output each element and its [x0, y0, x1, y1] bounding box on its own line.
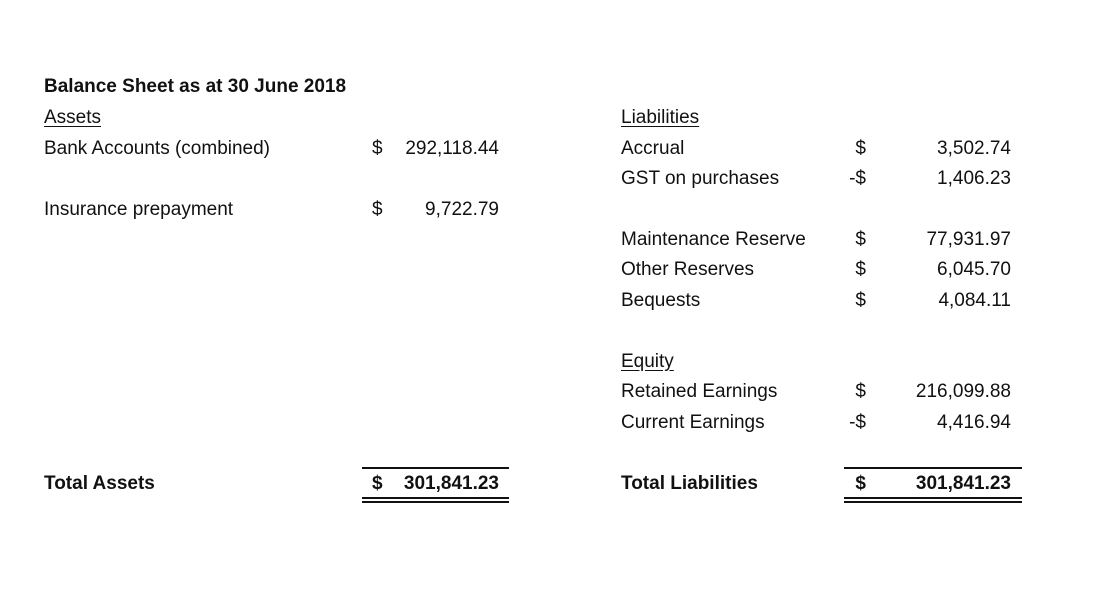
- liability-currency-accrual: $: [855, 138, 866, 159]
- liability-amount-other-reserves: 6,045.70: [937, 259, 1011, 280]
- total-liabilities-label: Total Liabilities: [621, 473, 758, 494]
- asset-currency-bank-accounts: $: [372, 138, 383, 159]
- liability-currency-maintenance-reserve: $: [855, 229, 866, 250]
- equity-amount-current-earnings: 4,416.94: [937, 412, 1011, 433]
- equity-currency-retained-earnings: $: [855, 381, 866, 402]
- equity-label-retained-earnings: Retained Earnings: [621, 381, 778, 402]
- liabilities-heading: Liabilities: [621, 107, 700, 128]
- liability-label-accrual: Accrual: [621, 138, 685, 159]
- total-liabilities-amount: 301,841.23: [915, 473, 1011, 494]
- total-assets-currency: $: [372, 473, 383, 494]
- liability-amount-maintenance-reserve: 77,931.97: [926, 229, 1011, 250]
- liability-label-maintenance-reserve: Maintenance Reserve: [621, 229, 806, 250]
- liability-currency-bequests: $: [855, 290, 866, 311]
- assets-heading: Assets: [44, 107, 102, 128]
- assets-total-double-rule-1: [362, 497, 509, 499]
- asset-amount-insurance-prepayment: 9,722.79: [425, 199, 499, 220]
- equity-heading: Equity: [621, 351, 674, 372]
- asset-currency-insurance-prepayment: $: [372, 199, 383, 220]
- equity-label-current-earnings: Current Earnings: [621, 412, 765, 433]
- liability-amount-accrual: 3,502.74: [937, 138, 1011, 159]
- total-liabilities-currency: $: [855, 473, 866, 494]
- total-assets-label: Total Assets: [44, 473, 155, 494]
- liability-label-other-reserves: Other Reserves: [621, 259, 755, 280]
- liability-currency-other-reserves: $: [855, 259, 866, 280]
- liability-amount-gst-on-purchases: 1,406.23: [937, 168, 1011, 189]
- asset-label-insurance-prepayment: Insurance prepayment: [44, 199, 234, 220]
- equity-amount-retained-earnings: 216,099.88: [915, 381, 1011, 402]
- page-title: Balance Sheet as at 30 June 2018: [44, 76, 347, 97]
- liability-currency-gst-on-purchases: -$: [849, 168, 866, 189]
- equity-currency-current-earnings: -$: [849, 412, 866, 433]
- liability-amount-bequests: 4,084.11: [938, 290, 1011, 311]
- liability-label-bequests: Bequests: [621, 290, 701, 311]
- liability-label-gst-on-purchases: GST on purchases: [621, 168, 780, 189]
- liabilities-total-double-rule-1: [844, 497, 1022, 499]
- assets-total-double-rule-2: [362, 501, 509, 503]
- liabilities-total-double-rule-2: [844, 501, 1022, 503]
- total-assets-amount: 301,841.23: [403, 473, 499, 494]
- asset-amount-bank-accounts: 292,118.44: [405, 138, 499, 159]
- assets-total-top-rule: [362, 467, 509, 469]
- liabilities-total-top-rule: [844, 467, 1022, 469]
- asset-label-bank-accounts: Bank Accounts (combined): [44, 138, 271, 159]
